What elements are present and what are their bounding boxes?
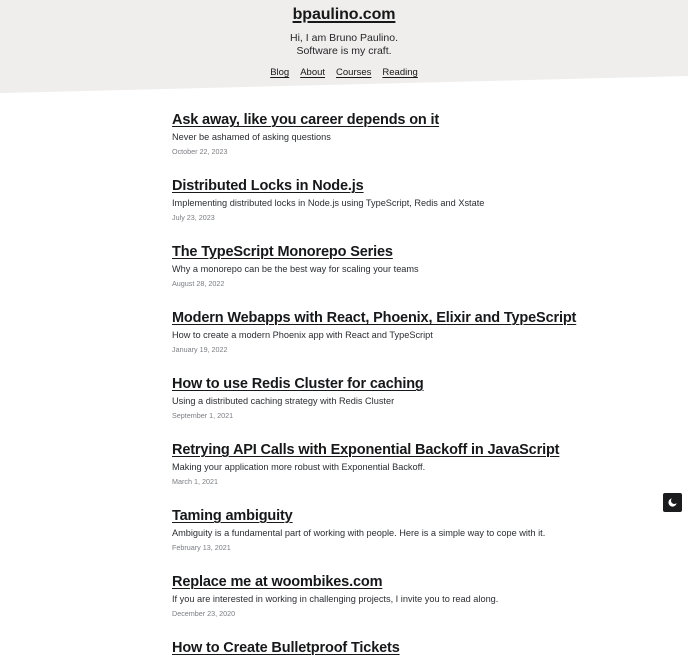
post-description: Using a distributed caching strategy with Redis Cluster [172, 396, 642, 407]
post-description: How to create a modern Phoenix app with React and TypeScript [172, 330, 642, 341]
post-date: October 22, 2023 [172, 147, 642, 156]
post-list-item [172, 111, 642, 156]
post-title-link[interactable]: Taming ambiguity [172, 508, 293, 525]
post-title-link[interactable]: How to Create Bulletproof Tickets [172, 640, 400, 657]
post-list-item [172, 639, 642, 657]
post-list-item [172, 243, 642, 288]
post-date: August 28, 2022 [172, 279, 642, 288]
post-title-link[interactable]: Modern Webapps with React, Phoenix, Elixir and TypeScript [172, 310, 576, 327]
post-description: Why a monorepo can be the best way for scaling your teams [172, 264, 642, 275]
post-title-link[interactable]: Ask away, like you career depends on it [172, 112, 439, 129]
nav-item-reading[interactable]: Reading [382, 67, 417, 79]
post-date: January 19, 2022 [172, 345, 642, 354]
post-list-item [172, 309, 642, 354]
post-list [172, 111, 642, 657]
site-header [0, 0, 688, 95]
primary-nav [0, 67, 688, 79]
nav-item-blog[interactable]: Blog [270, 67, 289, 79]
tagline-line-2: Software is my craft. [0, 45, 688, 58]
post-date: July 23, 2023 [172, 213, 642, 222]
tagline-line-1: Hi, I am Bruno Paulino. [0, 32, 688, 45]
moon-icon [667, 497, 678, 508]
post-title-link[interactable]: Retrying API Calls with Exponential Backoff in JavaScript [172, 442, 559, 459]
main-content [0, 95, 688, 657]
post-list-item [172, 573, 642, 618]
header-content [0, 0, 688, 79]
post-date: December 23, 2020 [172, 609, 642, 618]
post-title-link[interactable]: The TypeScript Monorepo Series [172, 244, 393, 261]
nav-item-about[interactable]: About [300, 67, 325, 79]
post-title-link[interactable]: How to use Redis Cluster for caching [172, 376, 424, 393]
nav-item-courses[interactable]: Courses [336, 67, 371, 79]
post-description: Ambiguity is a fundamental part of working with people. Here is a simple way to cope with it. [172, 528, 642, 539]
post-description: If you are interested in working in challenging projects, I invite you to read along. [172, 594, 642, 605]
site-title-link[interactable]: bpaulino.com [293, 5, 396, 24]
post-date: February 13, 2021 [172, 543, 642, 552]
post-description: Never be ashamed of asking questions [172, 132, 642, 143]
post-description: Implementing distributed locks in Node.js using TypeScript, Redis and Xstate [172, 198, 642, 209]
post-description: Making your application more robust with Exponential Backoff. [172, 462, 642, 473]
post-date: September 1, 2021 [172, 411, 642, 420]
post-title-link[interactable]: Distributed Locks in Node.js [172, 178, 364, 195]
site-tagline [0, 32, 688, 57]
post-list-item [172, 441, 642, 486]
theme-toggle-button[interactable] [663, 493, 682, 512]
post-list-item [172, 375, 642, 420]
post-date: March 1, 2021 [172, 477, 642, 486]
post-list-item [172, 177, 642, 222]
post-list-item [172, 507, 642, 552]
post-title-link[interactable]: Replace me at woombikes.com [172, 574, 382, 591]
